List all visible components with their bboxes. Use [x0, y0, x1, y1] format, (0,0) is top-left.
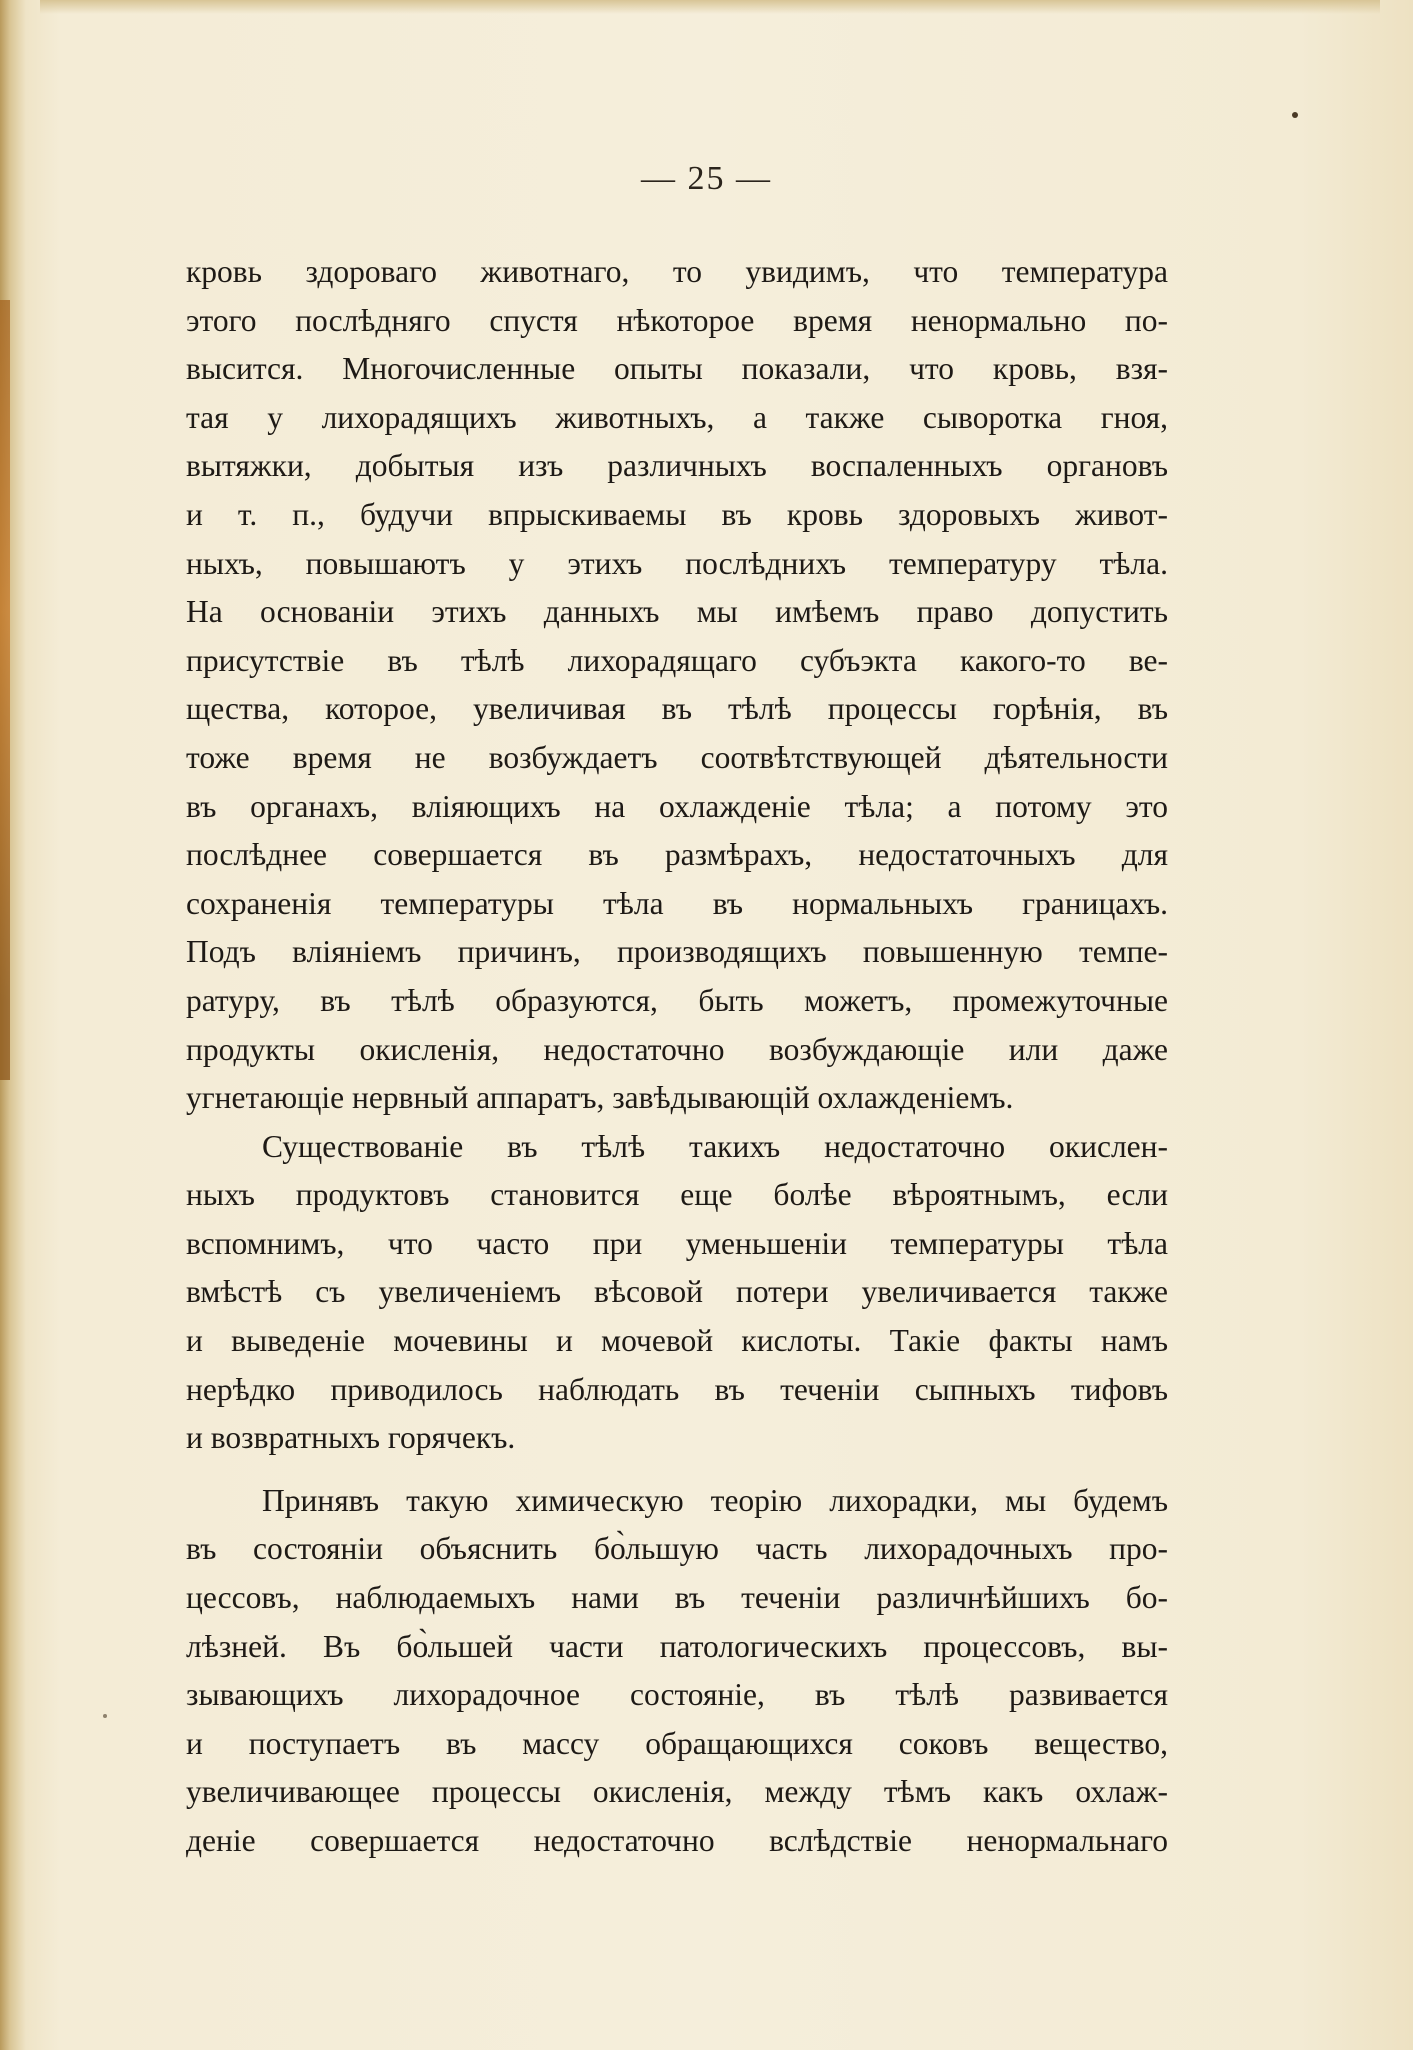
text-line: присутствiе въ тѣлѣ лихорадящаго субъэкта какого-то ве-	[186, 642, 1168, 678]
text-line: нерѣдко приводилось наблюдать въ теченiи сыпныхъ тифовъ	[186, 1371, 1168, 1407]
text-line: вытяжки, добытыя изъ различныхъ воспаленныхъ органовъ	[186, 448, 1168, 484]
text-line: ныхъ продуктовъ становится еще болѣе вѣроятнымъ, если	[186, 1177, 1168, 1213]
text-line: вмѣстѣ съ увеличенiемъ вѣсовой потери увеличивается также	[186, 1274, 1168, 1310]
text-line: Существованiе въ тѣлѣ такихъ недостаточно окислен-	[262, 1128, 1168, 1164]
text-line: угнетающiе нервный аппаратъ, завѣдывающiй охлажденiемъ.	[186, 1080, 1014, 1116]
text-line: въ состоянiи объяснить бо̀льшую часть лихорадочныхъ про-	[186, 1531, 1168, 1567]
text-line: кровь здороваго животнаго, то увидимъ, что температура	[186, 254, 1168, 289]
text-line: Принявъ такую химическую теорiю лихорадки, мы будемъ	[262, 1482, 1168, 1518]
text-line: высится. Многочисленные опыты показали, что кровь, взя-	[186, 351, 1168, 387]
text-line: зывающихъ лихорадочное состоянiе, въ тѣлѣ развивается	[186, 1677, 1168, 1713]
ink-speck	[103, 1714, 107, 1718]
text-line: и т. п., будучи впрыскиваемы въ кровь здоровыхъ живот-	[186, 496, 1168, 532]
body-text	[186, 248, 1168, 1866]
paragraph-1	[186, 248, 1168, 1123]
text-line: цессовъ, наблюдаемыхъ нами въ теченiи различнѣйшихъ бо-	[186, 1580, 1168, 1616]
text-line: и возвратныхъ горячекъ.	[186, 1420, 516, 1456]
text-line: денiе совершается недостаточно вслѣдствiе ненормальнаго	[186, 1823, 1168, 1858]
text-line: этого послѣдняго спустя нѣкоторое время ненормально по-	[186, 302, 1168, 338]
text-line: ратуру, въ тѣлѣ образуются, быть можетъ, промежуточные	[186, 982, 1168, 1018]
text-line: увеличивающее процессы окисленiя, между тѣмъ какъ охлаж-	[186, 1774, 1168, 1810]
text-line: щества, которое, увеличивая въ тѣлѣ процессы горѣнiя, въ	[186, 691, 1168, 727]
text-line: лѣзней. Въ бо̀льшей части патологическихъ процессовъ, вы-	[186, 1628, 1168, 1664]
page-number: — 25 —	[641, 160, 772, 197]
ink-speck	[1292, 112, 1298, 118]
text-line: въ органахъ, влiяющихъ на охлажденiе тѣла; а потому это	[186, 788, 1168, 824]
text-line: ныхъ, повышаютъ у этихъ послѣднихъ температуру тѣла.	[186, 545, 1168, 581]
text-line: тая у лихорадящихъ животныхъ, а также сыворотка гноя,	[186, 399, 1168, 435]
paragraph-2	[186, 1123, 1168, 1463]
text-line: Подъ влiянiемъ причинъ, производящихъ повышенную темпе-	[186, 934, 1168, 970]
text-line: продукты окисленiя, недостаточно возбуждающiе или даже	[186, 1031, 1168, 1067]
text-line: сохраненiя температуры тѣла въ нормальныхъ границахъ.	[186, 885, 1168, 921]
paragraph-spacer	[186, 1463, 1168, 1477]
text-line: На основанiи этихъ данныхъ мы имѣемъ право допустить	[186, 594, 1168, 630]
text-line: и поступаетъ въ массу обращающихся соковъ вещество,	[186, 1725, 1168, 1761]
paragraph-3	[186, 1477, 1168, 1866]
text-line: послѣднее совершается въ размѣрахъ, недостаточныхъ для	[186, 837, 1168, 873]
text-line: вспомнимъ, что часто при уменьшенiи температуры тѣла	[186, 1225, 1168, 1261]
page-edge-stain	[40, 0, 1380, 14]
binding-stain	[0, 300, 10, 1080]
text-line: и выведенiе мочевины и мочевой кислоты. Такiе факты намъ	[186, 1323, 1168, 1359]
text-line: тоже время не возбуждаетъ соотвѣтствующей дѣятельности	[186, 739, 1168, 775]
